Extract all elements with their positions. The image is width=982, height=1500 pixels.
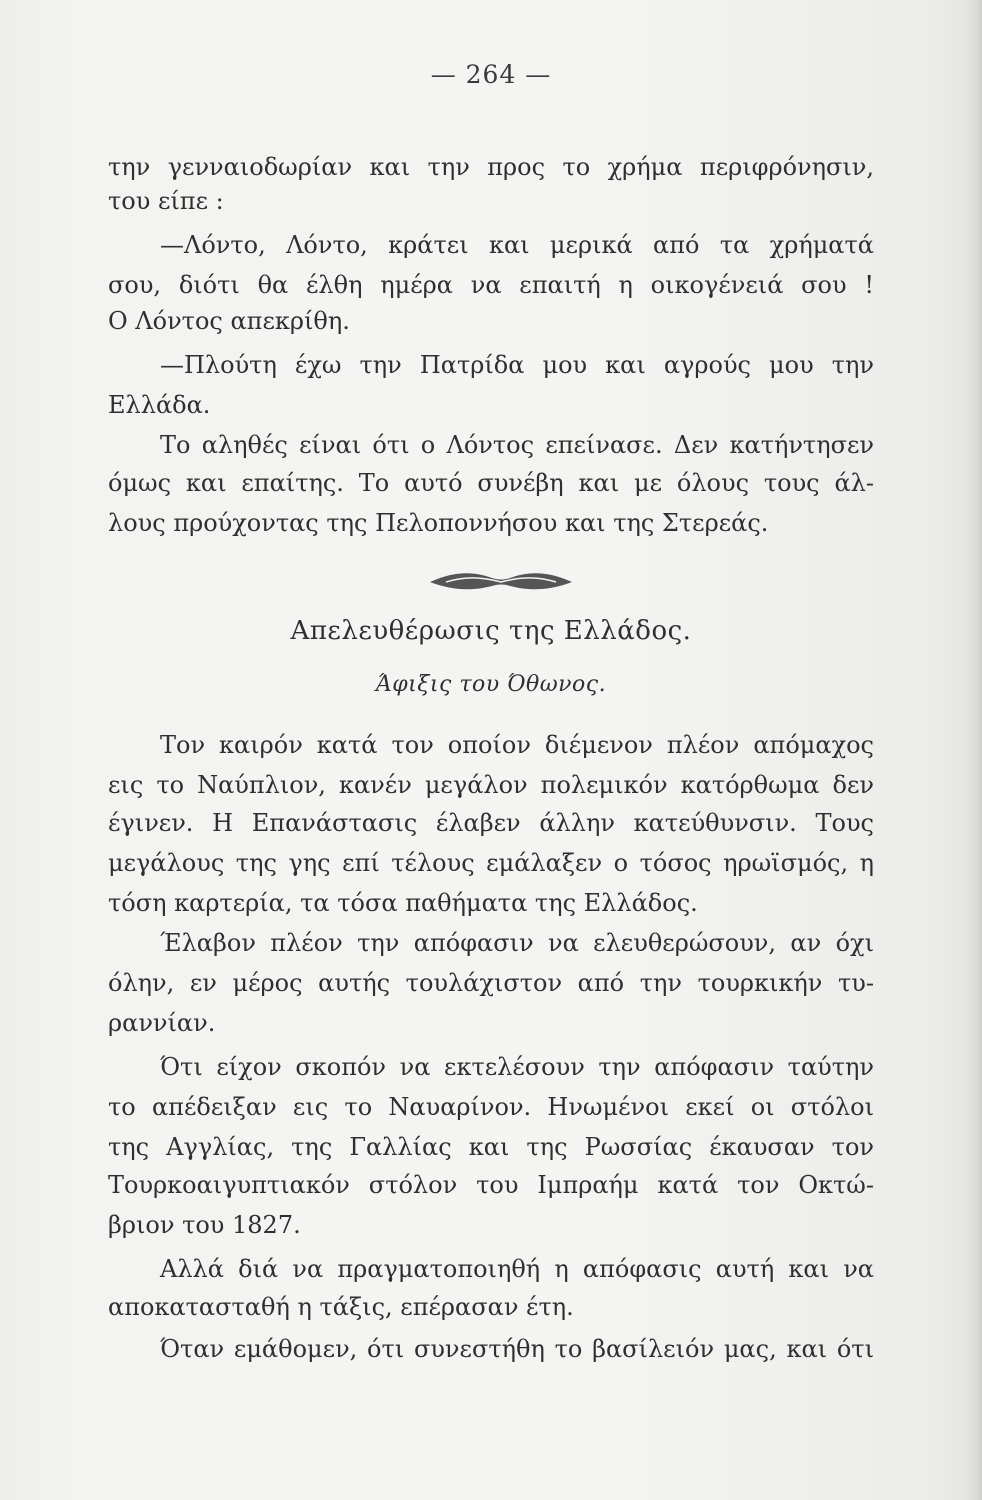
text-line: τόση καρτερία, τα τόσα παθήματα της Ελλάδος. (108, 889, 698, 917)
page-number: — 264 — (430, 60, 552, 89)
text-line: σου, διότι θα έλθη ημέρα να επαιτή η οικογένειά σου ! (108, 271, 874, 299)
text-line: έγινεν. Η Επανάστασις έλαβεν άλλην κατεύθυνσιν. Τους (108, 809, 874, 837)
text-line: Το αληθές είναι ότι ο Λόντος επείνασε. Δεν κατήντησεν (160, 431, 874, 459)
text-line: Όταν εμάθομεν, ότι συνεστήθη το βασίλειόν μας, και ότι (160, 1335, 874, 1363)
text-line: βριον του 1827. (108, 1211, 301, 1239)
text-line: όμως και επαίτης. Το αυτό συνέβη και με όλους τους άλ- (108, 469, 874, 497)
text-line: Τον καιρόν κατά τον οποίον διέμενον πλέον απόμαχος (160, 731, 874, 759)
text-line: —Λόντο, Λόντο, κράτει και μερικά από τα χρήματά (160, 231, 874, 259)
text-line: Ελλάδα. (108, 391, 211, 419)
page-edge-shadow (966, 0, 982, 1500)
text-line: του είπε : (108, 187, 224, 215)
text-line: μεγάλους της γης επί τέλους εμάλαξεν ο τόσος ηρωϊσμός, η (108, 849, 874, 877)
text-line: της Αγγλίας, της Γαλλίας και της Ρωσσίας έκαυσαν τον (108, 1133, 874, 1161)
text-line: Αλλά διά να πραγματοποιηθή η απόφασις αυτή και να (160, 1255, 874, 1283)
text-line: την γενναιοδωρίαν και την προς το χρήμα περιφρόνησιν, (108, 153, 874, 181)
text-line: όλην, εν μέρος αυτής τουλάχιστον από την τουρκικήν τυ- (108, 969, 874, 997)
text-line: Τουρκοαιγυπτιακόν στόλον του Ιμπραήμ κατά τον Οκτώ- (108, 1171, 874, 1199)
text-line: Έλαβον πλέον την απόφασιν να ελευθερώσουν, αν όχι (160, 929, 874, 957)
text-line: ραννίαν. (108, 1009, 216, 1037)
text-line: το απέδειξαν εις το Ναυαρίνον. Ηνωμένοι εκεί οι στόλοι (108, 1093, 874, 1121)
text-line: λους προύχοντας της Πελοποννήσου και της Στερεάς. (108, 509, 769, 537)
ornament-icon (426, 568, 576, 596)
text-line: εις το Ναύπλιον, κανέν μεγάλον πολεμικόν κατόρθωμα δεν (108, 771, 874, 799)
text-line: Ότι είχον σκοπόν να εκτελέσουν την απόφασιν ταύτην (160, 1053, 874, 1081)
text-line: αποκατασταθή η τάξις, επέρασαν έτη. (108, 1293, 574, 1321)
section-heading: Απελευθέρωσις της Ελλάδος. (290, 616, 692, 646)
text-line: Ο Λόντος απεκρίθη. (108, 307, 350, 335)
section-subheading: Άφιξις του Όθωνος. (375, 672, 607, 697)
text-line: —Πλούτη έχω την Πατρίδα μου και αγρούς μου την (160, 351, 874, 379)
